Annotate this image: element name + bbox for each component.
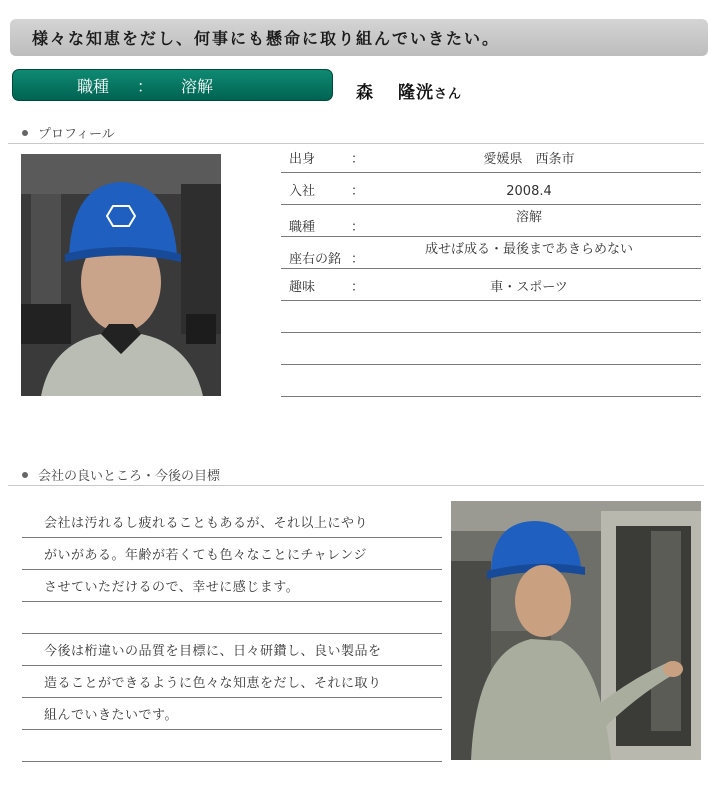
job-label: 職種 — [77, 76, 110, 96]
goals-text-line: 会社は汚れるし疲れることもあるが、それ以上にやり — [22, 506, 442, 538]
profile-row-label: 出身 — [289, 152, 316, 167]
profile-row-colon: ： — [351, 184, 365, 199]
profile-row — [281, 173, 701, 205]
bullet-icon — [22, 130, 28, 136]
person-suffix: さん — [434, 87, 463, 102]
goals-text-line: 今後は桁違いの品質を目標に、日々研鑽し、良い製品を — [22, 634, 442, 666]
profile-row-colon: ： — [351, 152, 365, 167]
profile-table — [281, 141, 701, 397]
portrait-photo — [21, 154, 221, 396]
profile-row — [281, 141, 701, 173]
goals-section-title — [22, 465, 220, 484]
profile-row-label: 職種 — [289, 220, 316, 235]
person-family-name: 森 — [356, 83, 374, 103]
profile-row-label: 座右の銘 — [289, 252, 342, 267]
profile-row — [281, 237, 701, 269]
goals-text-block — [22, 506, 442, 762]
goals-text-line: がいがある。年齢が若くても色々なことにチャレンジ — [22, 538, 442, 570]
headline-text: 様々な知恵をだし、何事にも懸命に取り組んでいきたい。 — [32, 29, 501, 48]
job-bar — [12, 69, 333, 101]
bullet-icon — [22, 472, 28, 478]
profile-row-label: 入社 — [289, 184, 316, 199]
job-value: 溶解 — [181, 76, 214, 96]
goals-text-line: 組んでいきたいです。 — [22, 698, 442, 730]
profile-row-label: 趣味 — [289, 280, 316, 295]
person-given-name: 隆洸 — [398, 83, 434, 103]
profile-row-value: 成せば成る・最後まであきらめない — [424, 242, 633, 257]
profile-row-colon: ： — [351, 280, 365, 295]
goals-text-line: 造ることができるように色々な知恵をだし、それに取り — [22, 666, 442, 698]
profile-row — [281, 205, 701, 237]
goals-title-text: 会社の良いところ・今後の目標 — [38, 469, 221, 484]
goals-text-line-empty — [22, 730, 442, 762]
profile-section-title — [22, 123, 115, 142]
goals-text-line-empty — [22, 602, 442, 634]
job-separator: ： — [137, 76, 154, 96]
profile-row-value: 車・スポーツ — [490, 280, 568, 295]
profile-row-value: 溶解 — [515, 210, 542, 225]
profile-title-text: プロフィール — [38, 127, 115, 142]
work-photo — [451, 501, 701, 760]
person-name — [356, 78, 462, 103]
profile-row-empty — [281, 333, 701, 365]
profile-row-colon: ： — [351, 252, 365, 267]
headline-banner — [10, 19, 708, 56]
profile-row — [281, 269, 701, 301]
profile-row-empty — [281, 301, 701, 333]
goals-divider — [8, 485, 704, 486]
profile-row-colon: ： — [351, 220, 365, 235]
profile-row-empty — [281, 365, 701, 397]
goals-text-line: させていただけるので、幸せに感じます。 — [22, 570, 442, 602]
profile-row-value: 愛媛県 西条市 — [483, 152, 575, 167]
profile-row-value: 2008.4 — [506, 184, 552, 199]
